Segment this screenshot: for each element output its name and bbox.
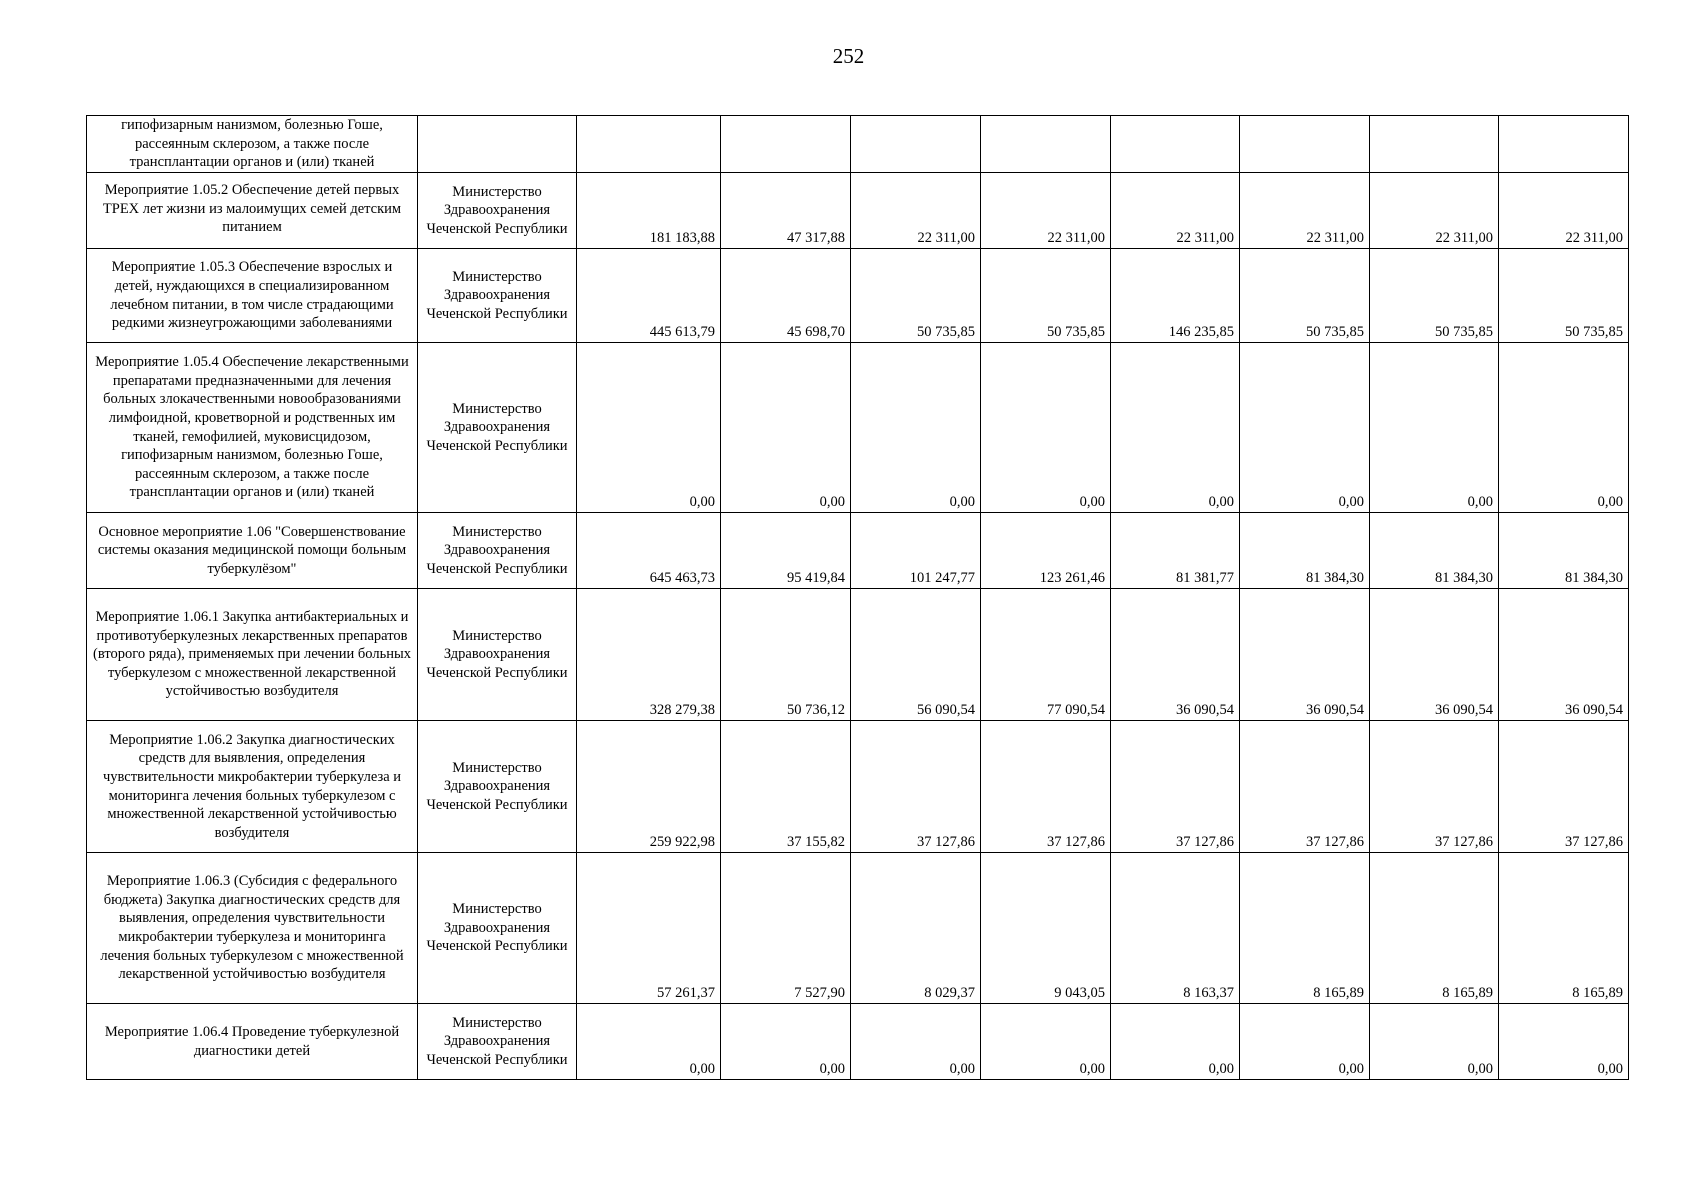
amount-cell: 37 127,86 — [1240, 721, 1370, 853]
amount-cell: 0,00 — [1370, 1004, 1499, 1080]
amount-cell: 146 235,85 — [1111, 249, 1240, 343]
amount-cell: 101 247,77 — [851, 513, 981, 589]
amount-total-cell: 645 463,73 — [577, 513, 721, 589]
amount-cell: 22 311,00 — [1240, 173, 1370, 249]
amount-cell: 0,00 — [851, 343, 981, 513]
amount-cell — [1240, 116, 1370, 173]
amount-cell: 8 165,89 — [1499, 853, 1629, 1004]
amount-cell — [851, 116, 981, 173]
amount-total-cell: 328 279,38 — [577, 589, 721, 721]
table-row — [87, 589, 1629, 721]
amount-cell: 50 735,85 — [1499, 249, 1629, 343]
amount-cell: 81 381,77 — [1111, 513, 1240, 589]
amount-total-cell — [577, 116, 721, 173]
amount-cell: 37 127,86 — [1111, 721, 1240, 853]
amount-cell: 36 090,54 — [1240, 589, 1370, 721]
amount-cell: 36 090,54 — [1370, 589, 1499, 721]
executor-cell: Министерство Здравоохранения Чеченской Республики — [418, 721, 577, 853]
amount-total-cell: 181 183,88 — [577, 173, 721, 249]
measure-name-cell: Мероприятие 1.06.1 Закупка антибактериальных и противотуберкулезных лекарственных препаратов (второго ряда), применяемых при лечении больных туберкулезом с множественной лекарственной устойчивостью возбудителя — [87, 589, 418, 721]
amount-cell: 50 736,12 — [721, 589, 851, 721]
amount-cell: 50 735,85 — [1240, 249, 1370, 343]
amount-cell: 22 311,00 — [981, 173, 1111, 249]
measure-name-cell: Мероприятие 1.06.3 (Субсидия с федерального бюджета) Закупка диагностических средств для выявления, определения чувствительности микробактерии туберкулеза и мониторинга лечения больных туберкулезом с множественной лекарственной устойчивостью возбудителя — [87, 853, 418, 1004]
amount-cell: 45 698,70 — [721, 249, 851, 343]
amount-cell: 36 090,54 — [1499, 589, 1629, 721]
measure-name-cell: гипофизарным нанизмом, болезнью Гоше, рассеянным склерозом, а также после трансплантации органов и (или) тканей — [87, 116, 418, 173]
measure-name-cell: Мероприятие 1.06.4 Проведение туберкулезной диагностики детей — [87, 1004, 418, 1080]
amount-cell: 22 311,00 — [1370, 173, 1499, 249]
amount-cell: 0,00 — [1111, 1004, 1240, 1080]
executor-cell: Министерство Здравоохранения Чеченской Республики — [418, 589, 577, 721]
amount-cell: 0,00 — [1370, 343, 1499, 513]
amount-cell: 22 311,00 — [851, 173, 981, 249]
amount-cell: 36 090,54 — [1111, 589, 1240, 721]
measure-name-cell: Мероприятие 1.05.3 Обеспечение взрослых и детей, нуждающихся в специализированном лечебном питании, в том числе страдающими редкими жизнеугрожающими заболеваниями — [87, 249, 418, 343]
amount-cell: 47 317,88 — [721, 173, 851, 249]
amount-cell: 22 311,00 — [1499, 173, 1629, 249]
measure-name-cell: Мероприятие 1.05.4 Обеспечение лекарственными препаратами предназначенными для лечения больных злокачественными новообразованиями лимфоидной, кроветворной и родственных им тканей, гемофилией, муковисцидозом, гипофизарным нанизмом, болезнью Гоше, рассеянным склерозом, а также после трансплантации органов и (или) тканей — [87, 343, 418, 513]
executor-cell: Министерство Здравоохранения Чеченской Республики — [418, 1004, 577, 1080]
amount-cell — [721, 116, 851, 173]
amount-cell — [1370, 116, 1499, 173]
amount-cell: 0,00 — [1111, 343, 1240, 513]
amount-cell: 81 384,30 — [1370, 513, 1499, 589]
table-row — [87, 173, 1629, 249]
amount-cell: 8 163,37 — [1111, 853, 1240, 1004]
amount-total-cell: 445 613,79 — [577, 249, 721, 343]
amount-total-cell: 259 922,98 — [577, 721, 721, 853]
amount-cell — [1111, 116, 1240, 173]
amount-cell: 8 165,89 — [1370, 853, 1499, 1004]
amount-total-cell: 57 261,37 — [577, 853, 721, 1004]
amount-cell: 0,00 — [721, 343, 851, 513]
amount-cell: 37 127,86 — [1499, 721, 1629, 853]
table-row — [87, 1004, 1629, 1080]
table-row — [87, 513, 1629, 589]
amount-cell — [1499, 116, 1629, 173]
table-row — [87, 853, 1629, 1004]
amount-cell: 0,00 — [1499, 1004, 1629, 1080]
executor-cell — [418, 116, 577, 173]
amount-cell: 0,00 — [851, 1004, 981, 1080]
amount-cell: 50 735,85 — [1370, 249, 1499, 343]
executor-cell: Министерство Здравоохранения Чеченской Республики — [418, 249, 577, 343]
page-number: 252 — [832, 44, 865, 68]
measure-name-cell: Основное мероприятие 1.06 "Совершенствование системы оказания медицинской помощи больным туберкулёзом" — [87, 513, 418, 589]
amount-cell: 56 090,54 — [851, 589, 981, 721]
table-row — [87, 343, 1629, 513]
amount-cell: 22 311,00 — [1111, 173, 1240, 249]
amount-cell: 37 127,86 — [851, 721, 981, 853]
amount-cell: 95 419,84 — [721, 513, 851, 589]
amount-cell: 8 029,37 — [851, 853, 981, 1004]
table-row — [87, 116, 1629, 173]
amount-cell: 37 127,86 — [1370, 721, 1499, 853]
amount-cell: 81 384,30 — [1240, 513, 1370, 589]
executor-cell: Министерство Здравоохранения Чеченской Республики — [418, 343, 577, 513]
executor-cell: Министерство Здравоохранения Чеченской Республики — [418, 173, 577, 249]
measure-name-cell: Мероприятие 1.06.2 Закупка диагностических средств для выявления, определения чувствительности микробактерии туберкулеза и мониторинга лечения больных туберкулезом с множественной лекарственной устойчивостью возбудителя — [87, 721, 418, 853]
amount-cell: 0,00 — [981, 343, 1111, 513]
amount-cell: 50 735,85 — [851, 249, 981, 343]
amount-total-cell: 0,00 — [577, 1004, 721, 1080]
amount-cell: 0,00 — [981, 1004, 1111, 1080]
executor-cell: Министерство Здравоохранения Чеченской Республики — [418, 853, 577, 1004]
amount-cell: 50 735,85 — [981, 249, 1111, 343]
amount-cell: 37 155,82 — [721, 721, 851, 853]
amount-cell: 0,00 — [1499, 343, 1629, 513]
amount-cell — [981, 116, 1111, 173]
measure-name-cell: Мероприятие 1.05.2 Обеспечение детей первых ТРЕХ лет жизни из малоимущих семей детским питанием — [87, 173, 418, 249]
amount-cell: 77 090,54 — [981, 589, 1111, 721]
table-row — [87, 721, 1629, 853]
executor-cell: Министерство Здравоохранения Чеченской Республики — [418, 513, 577, 589]
amount-total-cell: 0,00 — [577, 343, 721, 513]
amount-cell: 37 127,86 — [981, 721, 1111, 853]
amount-cell: 123 261,46 — [981, 513, 1111, 589]
budget-table — [86, 115, 1629, 1080]
amount-cell: 7 527,90 — [721, 853, 851, 1004]
amount-cell: 9 043,05 — [981, 853, 1111, 1004]
amount-cell: 8 165,89 — [1240, 853, 1370, 1004]
amount-cell: 0,00 — [1240, 1004, 1370, 1080]
table-row — [87, 249, 1629, 343]
table-body — [87, 116, 1629, 1080]
amount-cell: 0,00 — [1240, 343, 1370, 513]
amount-cell: 0,00 — [721, 1004, 851, 1080]
amount-cell: 81 384,30 — [1499, 513, 1629, 589]
